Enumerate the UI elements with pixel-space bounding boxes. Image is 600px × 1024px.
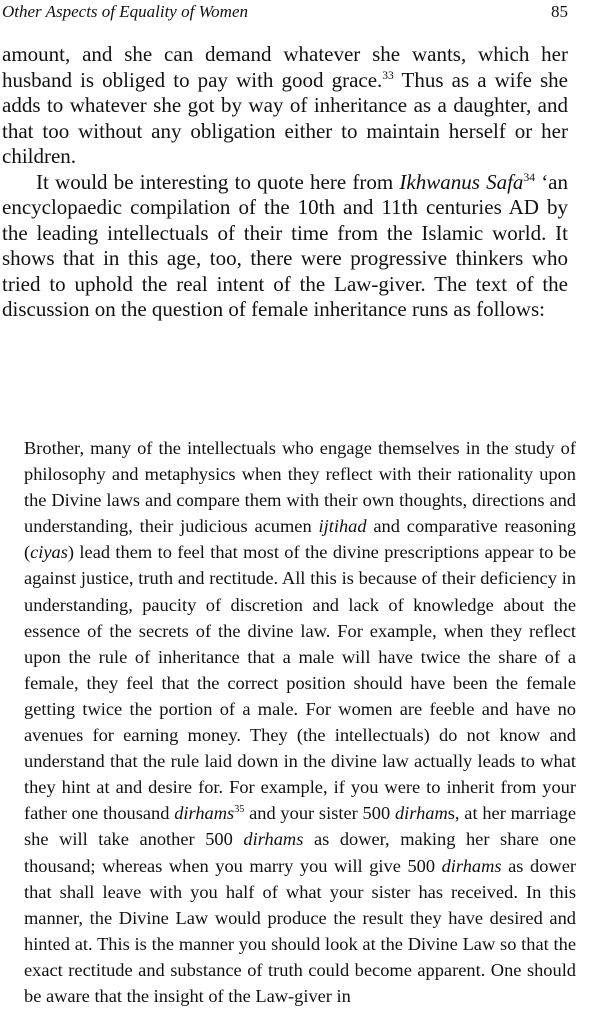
quotation-text: and your sister 500: [244, 803, 395, 824]
term-dirham: dirham: [394, 803, 448, 824]
block-quotation: [24, 435, 576, 1009]
running-title: Other Aspects of Equality of Women: [2, 2, 249, 21]
paragraph-2-rest: ‘an encyclopaedic compilation of the 10th and 11th centuries AD by the leading intellectuals of their time from the Islamic world. It shows that in this age, too, there were progressive thinkers who tried to uphold the real intent of the Law-giver. The text of the discussion on the question of female inheritance runs as follows:: [2, 169, 569, 321]
term-dirhams: dirhams: [174, 803, 235, 824]
quotation-text: and comparative reasoning (: [24, 516, 577, 563]
quotation-text: as dower, making her share one thousand; whereas when you marry you will give 500: [24, 829, 576, 876]
page-number: 85: [551, 2, 568, 21]
quotation-text: s, at her marriage she will take another 500: [24, 803, 576, 850]
paragraph-1: [2, 42, 568, 170]
footnote-ref-34: 34: [523, 171, 535, 184]
quotation-text: ) lead them to feel that most of the divine prescriptions appear to be against justice, truth and rectitude. All this is because of their deficiency in understanding, paucity of discretion and lack of knowledge about the essence of the secrets of the divine law. For example, when they reflect upon the rule of inheritance that a male will have twice the share of a female, they feel that the correct position should have been the female getting twice the portion of a male. For women are feeble and have no avenues for earning money. They (the intellectuals) do not know and understand that the rule laid down in the divine law actually leads to what they hint at and desire for. For example, if you were to inherit from your father one thousand: [24, 542, 576, 824]
quotation-text: as dower that shall leave with you half of what your sister has received. In this manner, the Divine Law would produce the result they have desired and hinted at. This is the manner you should look at the Divine Law so that the exact rectitude and substance of truth could become apparent. One should be aware that the insight of the Law-giver in: [24, 855, 576, 1006]
term-dirhams: dirhams: [441, 855, 502, 876]
term-dirhams: dirhams: [243, 829, 304, 850]
quotation-paragraph: [24, 435, 576, 1009]
paragraph-1-text: amount, and she can demand whatever she wants, which her husband is obliged to pay with good grace.: [2, 42, 568, 92]
footnote-ref-35: 35: [234, 804, 245, 816]
term-ciyas: ciyas: [30, 542, 68, 563]
quotation-text: Brother, many of the intellectuals who engage themselves in the study of philosophy and metaphysics when they reflect with their rationality upon the Divine laws and compare them with their own thoughts, directions and understanding, their judicious acumen: [24, 438, 576, 537]
paragraph-2: [2, 170, 568, 323]
term-ijtihad: ijtihad: [318, 516, 367, 537]
paragraph-2-lead: It would be interesting to quote here from: [36, 169, 400, 194]
work-title: Ikhwanus Safa: [399, 169, 524, 194]
footnote-ref-33: 33: [382, 69, 394, 82]
paragraph-1-text-continued: Thus as a wife she adds to whatever she got by way of inheritance as a daughter, and that too without any obligation either to maintain herself or her children.: [2, 67, 568, 168]
running-head: [2, 0, 568, 24]
body-text: [2, 42, 568, 323]
